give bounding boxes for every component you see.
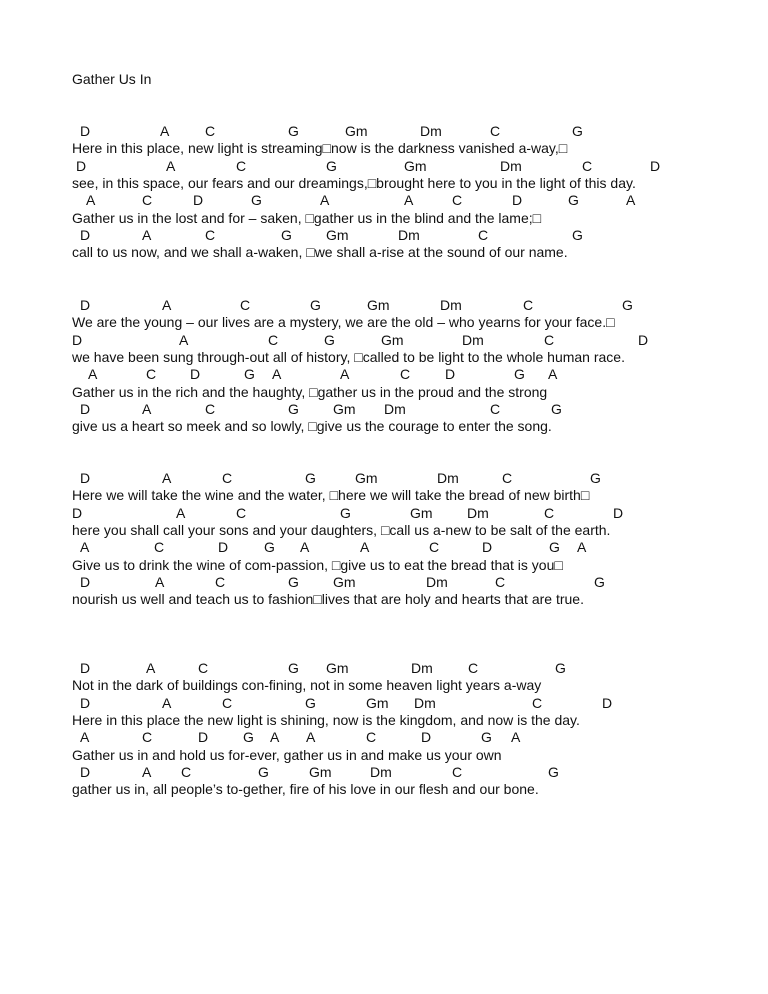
chord: C: [154, 539, 165, 556]
chord: Gm: [355, 470, 378, 486]
lyric-line: here you shall call your sons and your daughters, □call us a-new to be salt of the earth.: [72, 521, 611, 538]
chord: C: [205, 400, 216, 417]
chord: D: [198, 729, 209, 746]
chord: Dm: [426, 573, 448, 590]
chord: C: [544, 504, 555, 521]
chord: C: [142, 192, 153, 209]
chord: D: [421, 729, 432, 746]
chord: Dm: [414, 694, 436, 711]
chord: A: [86, 192, 96, 209]
chord: A: [404, 192, 414, 209]
chord: Gm: [367, 297, 390, 313]
chord: D: [72, 331, 83, 348]
chord: G: [258, 763, 269, 780]
chord: G: [310, 297, 321, 313]
chord: Gm: [410, 504, 433, 521]
chord: D: [80, 763, 91, 780]
chord: Dm: [384, 400, 406, 417]
chord: G: [243, 729, 254, 746]
chord: C: [236, 504, 247, 521]
chord: D: [80, 226, 91, 243]
lyric-line: call to us now, and we shall a-waken, □we shall a-rise at the sound of our name.: [72, 244, 568, 261]
chord: A: [80, 539, 90, 556]
chord: Gm: [333, 400, 356, 417]
chord: A: [176, 504, 186, 521]
chord: A: [160, 123, 170, 139]
lyric-line: Not in the dark of buildings con-fining, not in some heaven light years a-way: [72, 677, 542, 694]
chord: C: [268, 331, 279, 348]
lyric-line: gather us in, all people’s to-gether, fire of his love in our flesh and our bone.: [72, 781, 539, 798]
chord: C: [478, 226, 489, 243]
chord: G: [264, 539, 275, 556]
lyric-line: Gather us in the rich and the haughty, □gather us in the proud and the strong: [72, 383, 548, 400]
chord: D: [80, 400, 91, 417]
chord: C: [490, 123, 501, 139]
song-title: Gather Us In: [72, 71, 152, 87]
chord: G: [251, 192, 262, 209]
chord: G: [590, 470, 601, 486]
lyric-line: Gather us in and hold us for-ever, gather us in and make us your own: [72, 746, 502, 763]
chord: G: [288, 573, 299, 590]
chord: C: [523, 297, 534, 313]
chord: C: [205, 123, 216, 139]
chord: C: [222, 470, 233, 486]
chord: Gm: [404, 157, 427, 174]
chord: G: [244, 366, 255, 383]
chord: C: [146, 366, 157, 383]
chord: A: [300, 539, 310, 556]
chord: Dm: [462, 331, 484, 348]
chord: A: [340, 366, 350, 383]
chord: D: [218, 539, 229, 556]
chord: Dm: [440, 297, 462, 313]
chord: C: [495, 573, 506, 590]
chord: A: [511, 729, 521, 746]
chord: D: [80, 123, 91, 139]
chord: G: [288, 400, 299, 417]
chord: D: [650, 157, 661, 174]
chord: D: [72, 504, 83, 521]
chord: A: [577, 539, 587, 556]
lyric-line: give us a heart so meek and so lowly, □give us the courage to enter the song.: [72, 418, 552, 435]
chord: G: [568, 192, 579, 209]
lyric-line: Here in this place, new light is streaming□now is the darkness vanished a-way,□: [72, 140, 568, 157]
chord: G: [281, 226, 292, 243]
chord: C: [490, 400, 501, 417]
chord: C: [222, 694, 233, 711]
chord: A: [142, 226, 152, 243]
lyric-line: we have been sung through-out all of history, □called to be light to the whole human race.: [72, 348, 625, 365]
chord: Dm: [437, 470, 459, 486]
chord: A: [80, 729, 90, 746]
chord: G: [340, 504, 351, 521]
chord: G: [514, 366, 525, 383]
chord: G: [288, 660, 299, 676]
chord: D: [76, 157, 87, 174]
chord: G: [594, 573, 605, 590]
chord: Gm: [366, 694, 389, 711]
chord: A: [320, 192, 330, 209]
chord: D: [613, 504, 624, 521]
chord: A: [272, 366, 282, 383]
chord: D: [638, 331, 649, 348]
chord: G: [324, 331, 335, 348]
chord: A: [162, 297, 172, 313]
chord: G: [572, 123, 583, 139]
chord: D: [80, 660, 91, 676]
chord: D: [80, 573, 91, 590]
chord: C: [215, 573, 226, 590]
chord: D: [482, 539, 493, 556]
chord: D: [80, 297, 91, 313]
chord: Gm: [345, 123, 368, 139]
chord: A: [142, 400, 152, 417]
chord: A: [548, 366, 558, 383]
chord: Dm: [370, 763, 392, 780]
chord: D: [80, 470, 91, 486]
chord: A: [88, 366, 98, 383]
chord: C: [198, 660, 209, 676]
chord: A: [306, 729, 316, 746]
chord: C: [532, 694, 543, 711]
chord: Gm: [333, 573, 356, 590]
chord: A: [270, 729, 280, 746]
chord: G: [551, 400, 562, 417]
lyric-line: Give us to drink the wine of com-passion, □give us to eat the bread that is you□: [72, 556, 563, 573]
chord: Dm: [500, 157, 522, 174]
chord: Dm: [398, 226, 420, 243]
chord: D: [602, 694, 613, 711]
chord: Dm: [420, 123, 442, 139]
chord: A: [142, 763, 152, 780]
chord: A: [155, 573, 165, 590]
chord: Gm: [309, 763, 332, 780]
lyric-line: Gather us in the lost and for – saken, □gather us in the blind and the lame;□: [72, 209, 542, 226]
chord: G: [555, 660, 566, 676]
chord: A: [146, 660, 156, 676]
chord: D: [445, 366, 456, 383]
chord: G: [326, 157, 337, 174]
chord: A: [166, 157, 176, 174]
chord: D: [80, 694, 91, 711]
chord: Dm: [411, 660, 433, 676]
chord: A: [626, 192, 636, 209]
chord: G: [288, 123, 299, 139]
chord: D: [512, 192, 523, 209]
chord: Gm: [381, 331, 404, 348]
chord: Dm: [467, 504, 489, 521]
chord: A: [179, 331, 189, 348]
lyric-line: nourish us well and teach us to fashion□lives that are holy and hearts that are true.: [72, 591, 584, 608]
chord: G: [549, 539, 560, 556]
chord: C: [452, 192, 463, 209]
lyric-line: We are the young – our lives are a mystery, we are the old – who yearns for your face.□: [72, 314, 615, 331]
chord: A: [360, 539, 370, 556]
chord: D: [190, 366, 201, 383]
chord: G: [305, 470, 316, 486]
chord: A: [162, 470, 172, 486]
chord: G: [572, 226, 583, 243]
chord: C: [236, 157, 247, 174]
chord: C: [544, 331, 555, 348]
chord: G: [305, 694, 316, 711]
lyric-line: Here we will take the wine and the water, □here we will take the bread of new birth□: [72, 487, 590, 504]
chord: C: [400, 366, 411, 383]
chord: Gm: [326, 660, 349, 676]
chord: C: [468, 660, 479, 676]
chord: G: [548, 763, 559, 780]
chord: C: [502, 470, 513, 486]
lyric-line: see, in this space, our fears and our dreamings,□brought here to you in the light of this day.: [72, 174, 636, 191]
chord: C: [240, 297, 251, 313]
chord: A: [162, 694, 172, 711]
chord: C: [205, 226, 216, 243]
chord: C: [181, 763, 192, 780]
chord: C: [582, 157, 593, 174]
chord: G: [481, 729, 492, 746]
chord: C: [429, 539, 440, 556]
chord: C: [142, 729, 153, 746]
chord: C: [366, 729, 377, 746]
chord: C: [452, 763, 463, 780]
chord: G: [622, 297, 633, 313]
lyric-line: Here in this place the new light is shining, now is the kingdom, and now is the day.: [72, 711, 580, 728]
chord: D: [193, 192, 204, 209]
chord: Gm: [326, 226, 349, 243]
